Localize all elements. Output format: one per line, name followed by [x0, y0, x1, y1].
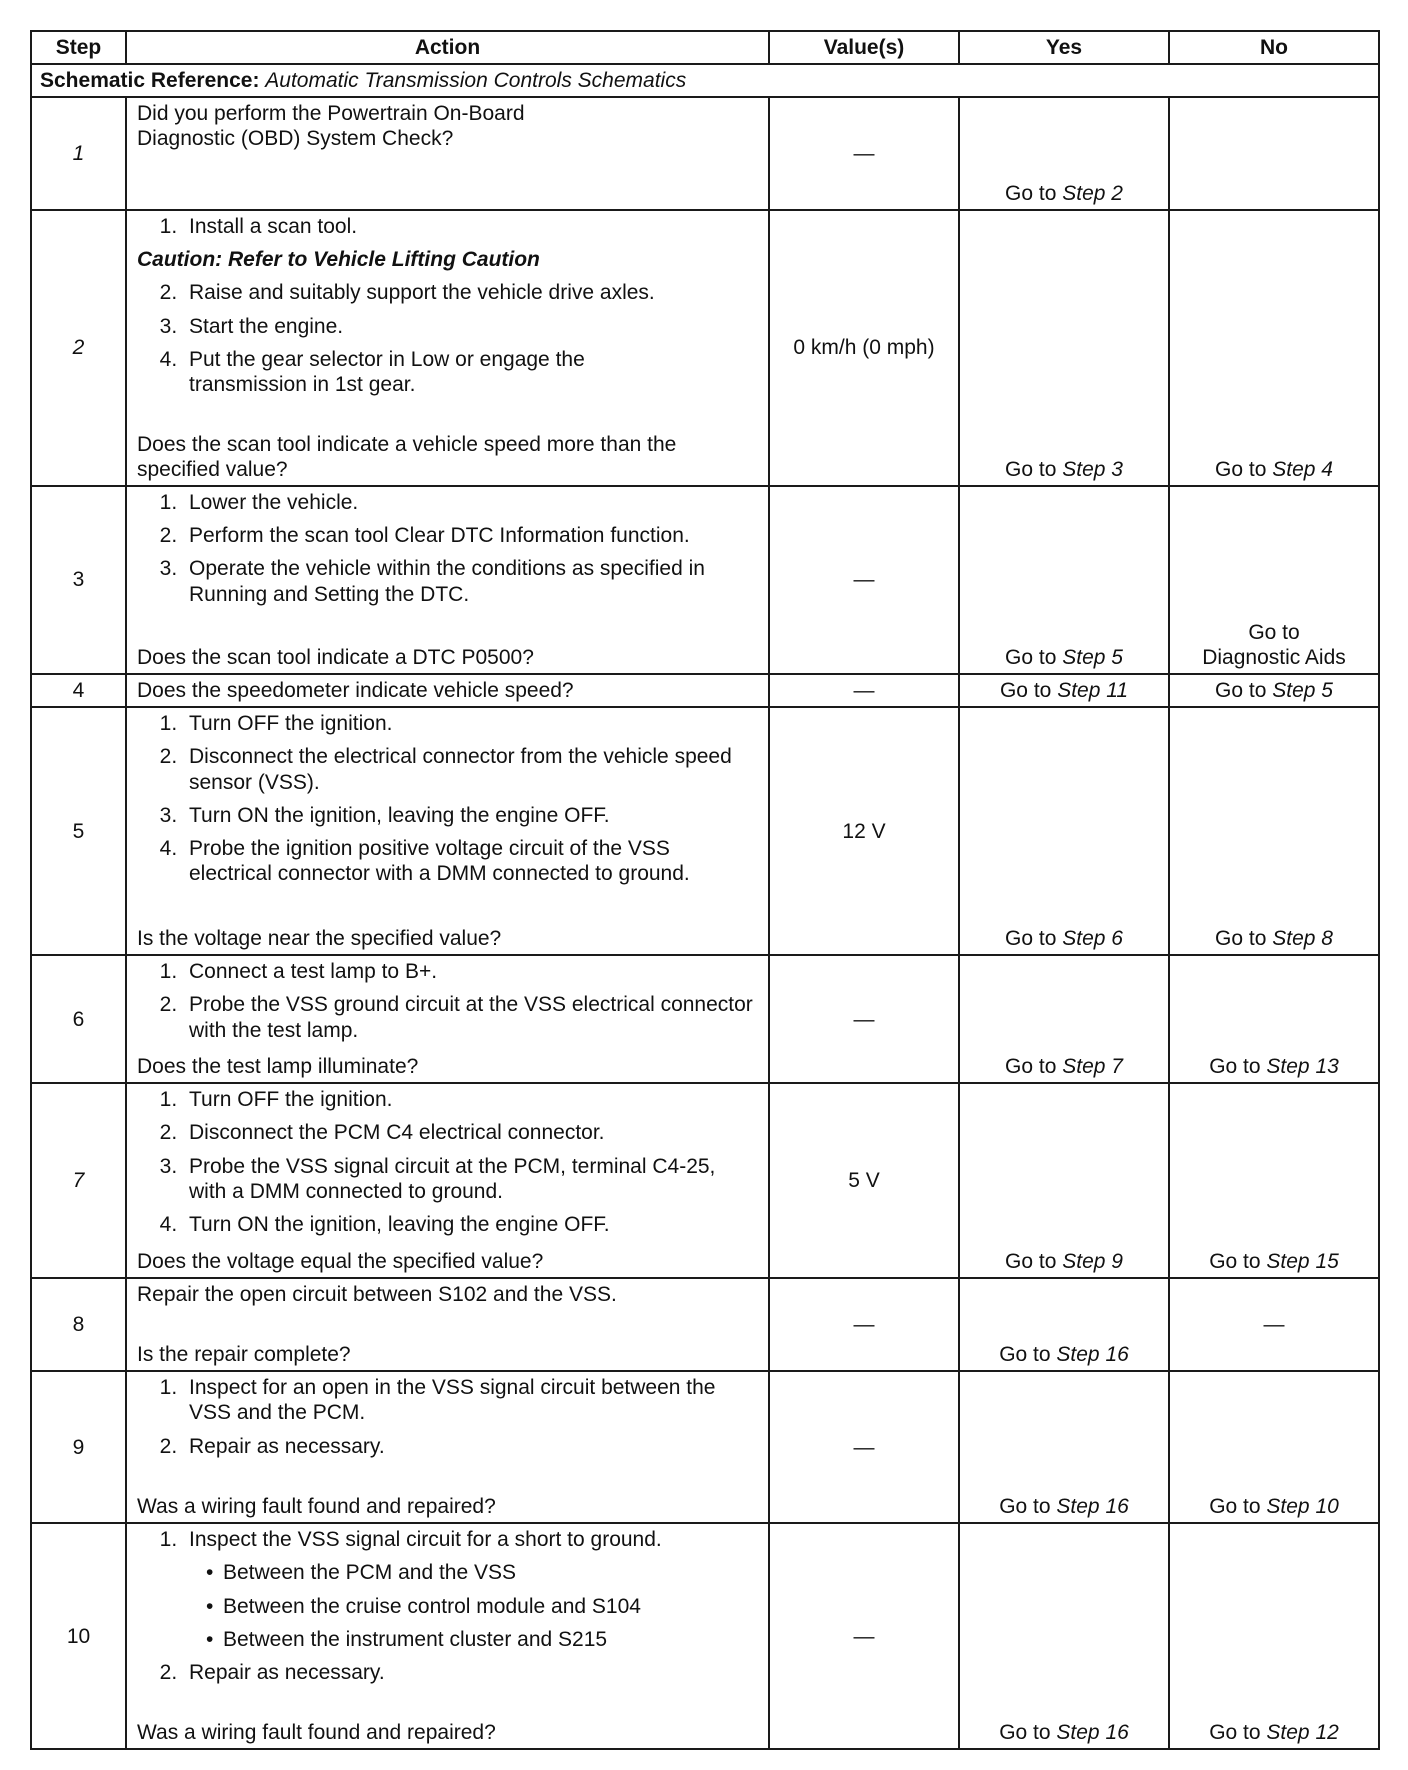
action-cell	[126, 210, 769, 486]
step-number: 7	[31, 1083, 126, 1278]
table-row	[31, 210, 1379, 486]
yes-cell	[959, 707, 1169, 955]
action-question: Does the scan tool indicate a DTC P0500?	[137, 645, 534, 669]
yes-prefix: Go to	[1005, 645, 1057, 669]
no-prefix: Go to	[1215, 679, 1267, 702]
action-question: Is the voltage near the specified value?	[137, 927, 502, 950]
no-prefix: Go to	[1209, 1721, 1261, 1744]
action-steps	[137, 959, 758, 1051]
step-number: 8	[31, 1278, 126, 1371]
yes-cell	[959, 1523, 1169, 1749]
table-row	[31, 97, 1379, 210]
no-line-2: Diagnostic Aids	[1202, 645, 1346, 669]
action-step: 1. Turn OFF the ignition.	[183, 711, 758, 736]
header-values: Value(s)	[769, 31, 959, 64]
step-number: 4	[31, 674, 126, 707]
value-cell: —	[769, 486, 959, 674]
schematic-reference-row	[31, 64, 1379, 97]
yes-prefix: Go to	[999, 1721, 1051, 1744]
action-cell	[126, 486, 769, 674]
yes-cell	[959, 955, 1169, 1083]
value-cell: 5 V	[769, 1083, 959, 1278]
value-cell: —	[769, 1278, 959, 1371]
action-step: 2. Disconnect the PCM C4 electrical connector.	[183, 1120, 758, 1145]
action-steps	[137, 214, 758, 239]
action-step	[183, 1527, 758, 1652]
value-cell: —	[769, 97, 959, 210]
action-steps	[137, 711, 758, 894]
no-step: Step 8	[1272, 927, 1333, 950]
no-cell	[1169, 210, 1379, 486]
action-steps	[137, 1087, 758, 1245]
action-cell	[126, 1083, 769, 1278]
step-number: 3	[31, 486, 126, 674]
bullet-item: • Between the PCM and the VSS	[223, 1560, 758, 1585]
bullet-list	[189, 1560, 758, 1652]
diagnostic-table	[30, 30, 1380, 1750]
action-cell	[126, 97, 769, 210]
header-no: No	[1169, 31, 1379, 64]
step-number: 1	[31, 97, 126, 210]
action-text: Repair the open circuit between S102 and the VSS.	[137, 1283, 617, 1307]
yes-cell	[959, 1083, 1169, 1278]
yes-step: Step 6	[1062, 927, 1123, 950]
table-row	[31, 1083, 1379, 1278]
action-steps	[137, 1527, 758, 1693]
action-step: 3. Probe the VSS signal circuit at the PCM, terminal C4-25, with a DMM connected to ground.	[183, 1154, 758, 1204]
action-step-text: Inspect the VSS signal circuit for a short to ground.	[189, 1528, 662, 1552]
no-cell	[1169, 1371, 1379, 1523]
action-question: Was a wiring fault found and repaired?	[137, 1721, 496, 1744]
schematic-reference	[31, 64, 1379, 97]
action-step: 1. Connect a test lamp to B+.	[183, 959, 758, 984]
action-question: Does the voltage equal the specified value?	[137, 1250, 544, 1273]
table-row	[31, 674, 1379, 707]
yes-cell	[959, 210, 1169, 486]
action-cell	[126, 955, 769, 1083]
table-row	[31, 1278, 1379, 1371]
yes-prefix: Go to	[1005, 1250, 1057, 1273]
action-question: Does the scan tool indicate a vehicle speed more than the specified value?	[137, 432, 677, 481]
schematic-reference-label: Schematic Reference:	[40, 68, 260, 92]
yes-prefix: Go to	[999, 1495, 1051, 1518]
yes-prefix: Go to	[999, 679, 1052, 702]
yes-step: Step 16	[1056, 1721, 1129, 1744]
step-number: 6	[31, 955, 126, 1083]
no-step: Step 13	[1266, 1055, 1339, 1078]
table-row	[31, 707, 1379, 955]
action-steps	[137, 1375, 758, 1467]
table-row	[31, 1523, 1379, 1749]
no-cell	[1169, 955, 1379, 1083]
yes-step: Step 7	[1062, 1055, 1123, 1078]
no-step: Step 15	[1266, 1250, 1339, 1273]
yes-prefix: Go to	[1005, 181, 1057, 205]
action-step: 3. Turn ON the ignition, leaving the engine OFF.	[183, 803, 758, 828]
action-cell	[126, 1278, 769, 1371]
action-cell	[126, 1523, 769, 1749]
yes-step: Step 3	[1062, 457, 1123, 481]
no-line-1: Go to	[1248, 620, 1300, 644]
no-cell	[1169, 97, 1379, 210]
action-step: 2. Repair as necessary.	[183, 1660, 758, 1685]
yes-prefix: Go to	[1005, 457, 1057, 481]
no-cell: —	[1169, 1278, 1379, 1371]
action-step: 2. Repair as necessary.	[183, 1434, 758, 1459]
no-prefix: Go to	[1215, 457, 1267, 481]
action-step: 4. Turn ON the ignition, leaving the engine OFF.	[183, 1212, 758, 1237]
value-cell: —	[769, 955, 959, 1083]
action-cell	[126, 674, 769, 707]
no-step: Step 5	[1272, 679, 1333, 702]
no-cell	[1169, 674, 1379, 707]
no-step: Step 4	[1272, 457, 1333, 481]
action-step: 3. Start the engine.	[183, 314, 758, 339]
yes-step: Step 16	[1056, 1343, 1129, 1366]
action-step: 4. Put the gear selector in Low or engage the transmission in 1st gear.	[183, 347, 758, 397]
bullet-item: • Between the cruise control module and S104	[223, 1594, 758, 1619]
action-cell	[126, 1371, 769, 1523]
table-row	[31, 486, 1379, 674]
yes-cell	[959, 1278, 1169, 1371]
no-prefix: Go to	[1209, 1055, 1261, 1078]
yes-step: Step 5	[1062, 645, 1123, 669]
yes-cell	[959, 97, 1169, 210]
no-cell	[1169, 707, 1379, 955]
yes-prefix: Go to	[1005, 927, 1057, 950]
value-cell: —	[769, 1523, 959, 1749]
action-step: 1. Lower the vehicle.	[183, 490, 758, 515]
step-number: 9	[31, 1371, 126, 1523]
header-yes: Yes	[959, 31, 1169, 64]
header-action: Action	[126, 31, 769, 64]
action-step: 2. Disconnect the electrical connector from the vehicle speed sensor (VSS).	[183, 744, 758, 794]
value-cell: —	[769, 674, 959, 707]
action-text: Did you perform the Powertrain On-Board Diagnostic (OBD) System Check?	[137, 102, 525, 151]
action-question: Was a wiring fault found and repaired?	[137, 1495, 496, 1518]
schematic-reference-value: Automatic Transmission Controls Schematics	[265, 68, 687, 92]
no-step: Step 10	[1266, 1495, 1339, 1518]
action-step: 1. Turn OFF the ignition.	[183, 1087, 758, 1112]
yes-cell	[959, 1371, 1169, 1523]
value-cell: 12 V	[769, 707, 959, 955]
yes-prefix: Go to	[999, 1343, 1051, 1366]
action-cell	[126, 707, 769, 955]
bullet-item: • Between the instrument cluster and S215	[223, 1627, 758, 1652]
yes-step: Step 11	[1057, 679, 1129, 702]
yes-cell	[959, 486, 1169, 674]
action-steps	[137, 280, 758, 397]
action-step: 2. Raise and suitably support the vehicle drive axles.	[183, 280, 758, 305]
action-question: Does the test lamp illuminate?	[137, 1055, 419, 1078]
action-step: 2. Probe the VSS ground circuit at the VSS electrical connector with the test lamp.	[183, 992, 758, 1042]
no-prefix: Go to	[1209, 1495, 1261, 1518]
step-number: 5	[31, 707, 126, 955]
yes-prefix: Go to	[1005, 1055, 1057, 1078]
no-cell	[1169, 1523, 1379, 1749]
no-cell	[1169, 1083, 1379, 1278]
action-step: 1. Install a scan tool.	[183, 214, 758, 239]
step-number: 10	[31, 1523, 126, 1749]
no-prefix: Go to	[1215, 927, 1267, 950]
yes-step: Step 9	[1062, 1250, 1123, 1273]
action-question: Does the speedometer indicate vehicle speed?	[137, 679, 574, 702]
action-step: 2. Perform the scan tool Clear DTC Information function.	[183, 523, 758, 548]
no-prefix: Go to	[1209, 1250, 1261, 1273]
yes-cell	[959, 674, 1169, 707]
yes-step: Step 16	[1056, 1495, 1129, 1518]
no-step: Step 12	[1266, 1721, 1339, 1744]
yes-step: Step 2	[1062, 181, 1123, 205]
caution-note: Caution: Refer to Vehicle Lifting Caution	[137, 248, 540, 272]
value-cell: 0 km/h (0 mph)	[769, 210, 959, 486]
action-question: Is the repair complete?	[137, 1343, 351, 1366]
action-step: 1. Inspect for an open in the VSS signal circuit between the VSS and the PCM.	[183, 1375, 758, 1425]
table-row	[31, 955, 1379, 1083]
step-number: 2	[31, 210, 126, 486]
header-row	[31, 31, 1379, 64]
action-steps	[137, 490, 758, 615]
table-row	[31, 1371, 1379, 1523]
value-cell: —	[769, 1371, 959, 1523]
no-cell	[1169, 486, 1379, 674]
action-step: 3. Operate the vehicle within the conditions as specified in Running and Setting the DTC.	[183, 556, 758, 606]
action-step: 4. Probe the ignition positive voltage circuit of the VSS electrical connector with a DMM connected to ground.	[183, 836, 758, 886]
header-step: Step	[31, 31, 126, 64]
